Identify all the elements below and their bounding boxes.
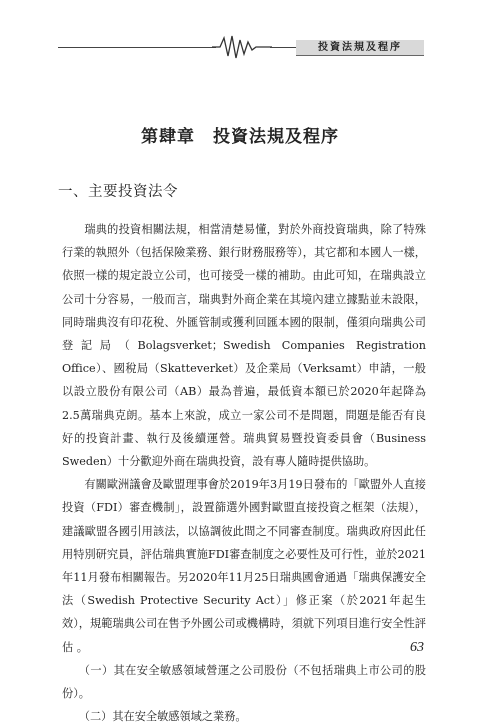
chapter-title: 第肆章 投資法規及程序: [141, 127, 339, 147]
body-text: [62, 218, 426, 728]
list-item: （二）其在安全敏感領域之業務。: [78, 710, 247, 724]
running-header: 投資法規及程序: [296, 40, 424, 56]
section-title: 一、主要投資法令: [58, 184, 178, 200]
header-rule-left: [58, 47, 216, 48]
paragraph: 瑞典的投資相關法規，相當清楚易懂，對於外商投資瑞典，除了特殊行業的執照外（包括保險業務、銀行財務服務等），其它都和本國人一樣，依照一樣的規定設立公司，也可接受一樣的補助。由此可知，在瑞典設立公司十分容易，一般而言，瑞典對外商企業在其境內建立據點並未設限，同時瑞典沒有印花稅、外匯管制或獲利回匯本國的限制，僅須向瑞典公司登記局（Bolagsverket；Swedish Companies Registration Office）、國稅局（Skatteverket）及企業局（Verksamt）申請，一般以設立股份有限公司（AB）最為普遍，最低資本額已於2020年起降為2.5萬瑞典克朗。基本上來說，成立一家公司不是問題，問題是能否有良好的投資計畫、執行及後續運營。瑞典貿易暨投資委員會（Business Sweden）十分歡迎外商在瑞典投資，設有專人隨時提供協助。: [62, 223, 426, 469]
heartbeat-wave-icon: [212, 34, 272, 60]
paragraph: 有關歐洲議會及歐盟理事會於2019年3月19日發布的「歐盟外人直接投資（FDI）審查機制」，設置篩選外國對歐盟直接投資之框架（法規），建議歐盟各國引用該法，以協調彼此間之不同審查制度。瑞典政府因此任用特別研究員，評估瑞典實施FDI審查制度之必要性及可行性，並於2021年11月發布相關報告。另2020年11月25日瑞典國會通過「瑞典保護安全法（Swedish Protective Security Act）」修正案（於2021年起生效），規範瑞典公司在售予外國公司或機構時，須就下列項目進行安全性評估 。: [62, 478, 426, 654]
page-number: 63: [410, 640, 424, 655]
header-rule-right: [270, 47, 296, 48]
list-item: （一）其在安全敏感領域營運之公司股份（不包括瑞典上市公司的股份）。: [62, 663, 426, 701]
